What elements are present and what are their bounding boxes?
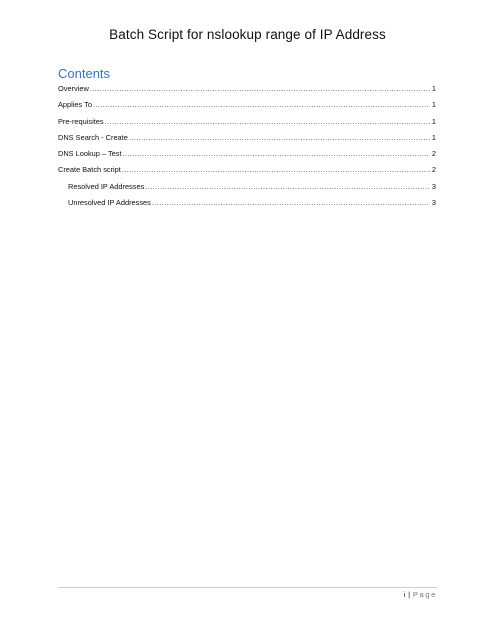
footer-page-word: Page <box>412 590 437 599</box>
toc-dot-leader <box>105 117 430 126</box>
toc-entry-pre-requisites[interactable] <box>58 117 436 133</box>
toc-entry-label: Create Batch script <box>58 165 121 175</box>
toc-entry-unresolved-ip-addresses[interactable] <box>58 198 436 214</box>
toc-entry-create-batch-script[interactable] <box>58 165 436 181</box>
toc-entry-label: Applies To <box>58 100 92 110</box>
toc-entry-page: 1 <box>431 132 436 142</box>
toc-entry-dns-search-create[interactable] <box>58 133 436 149</box>
toc-entry-applies-to[interactable] <box>58 100 436 116</box>
footer-separator: | <box>408 590 411 599</box>
table-of-contents <box>58 84 436 214</box>
toc-dot-leader <box>90 84 430 93</box>
toc-entry-label: Overview <box>58 84 89 93</box>
toc-dot-leader <box>93 100 430 109</box>
toc-entry-label: Resolved IP Addresses <box>68 181 145 191</box>
toc-dot-leader <box>129 133 430 142</box>
toc-dot-leader <box>123 149 430 158</box>
toc-entry-page: 1 <box>431 100 436 110</box>
toc-entry-resolved-ip-addresses[interactable] <box>58 182 436 198</box>
toc-entry-label: Unresolved IP Addresses <box>68 198 151 208</box>
toc-entry-label: DNS Search - Create <box>58 132 128 142</box>
toc-entry-page: 1 <box>431 84 436 93</box>
toc-entry-dns-lookup-test[interactable] <box>58 149 436 165</box>
toc-entry-overview[interactable] <box>58 84 436 100</box>
toc-entry-label: DNS Lookup – Test <box>58 149 122 159</box>
document-title: Batch Script for nslookup range of IP Address <box>109 27 386 42</box>
toc-entry-page: 2 <box>431 165 436 175</box>
toc-heading: Contents <box>58 66 111 81</box>
footer-page-number: i <box>403 590 406 599</box>
footer-divider <box>58 587 437 588</box>
toc-entry-page: 2 <box>431 149 436 159</box>
toc-dot-leader <box>145 182 430 191</box>
toc-entry-page: 1 <box>431 116 436 126</box>
toc-dot-leader <box>152 198 430 207</box>
toc-entry-label: Pre-requisites <box>58 116 104 126</box>
toc-entry-page: 3 <box>431 181 436 191</box>
page-footer <box>404 590 437 599</box>
toc-entry-page: 3 <box>431 198 436 208</box>
toc-dot-leader <box>122 165 430 174</box>
